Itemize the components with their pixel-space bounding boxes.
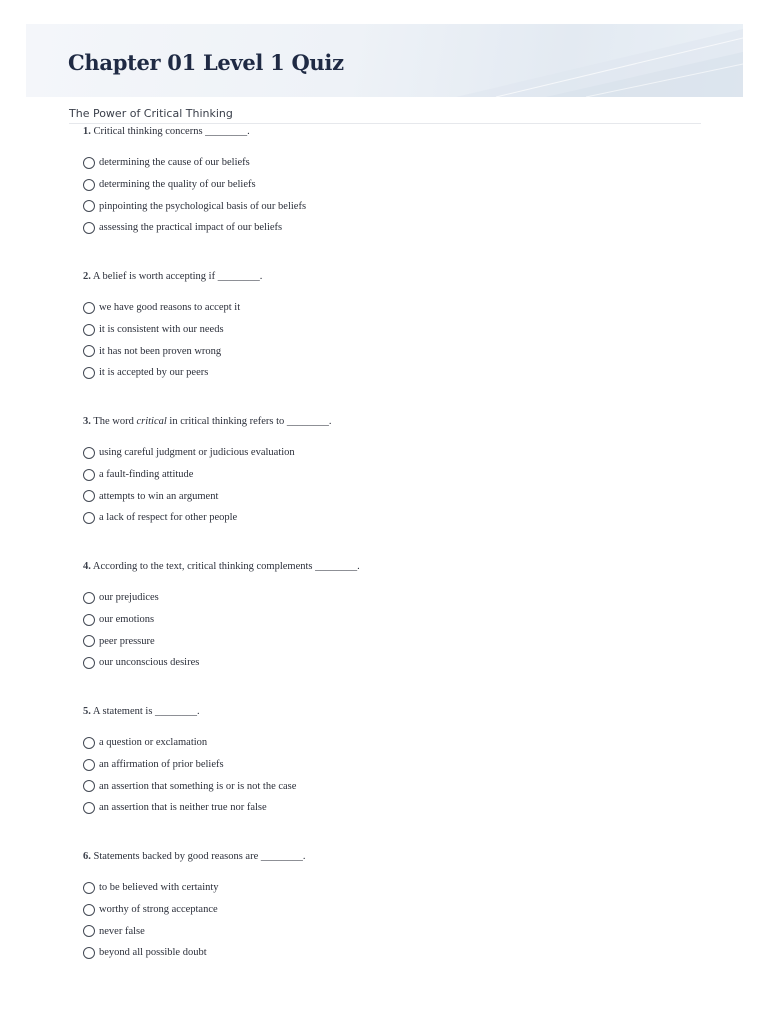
radio-button[interactable] bbox=[83, 947, 95, 959]
radio-button[interactable] bbox=[83, 780, 95, 792]
option-label: an assertion that something is or is not the case bbox=[99, 780, 297, 792]
answer-option[interactable] bbox=[83, 797, 703, 819]
radio-button[interactable] bbox=[83, 490, 95, 502]
quiz-subtitle: The Power of Critical Thinking bbox=[69, 107, 233, 120]
question-number: 4. bbox=[83, 561, 91, 572]
answer-option[interactable] bbox=[83, 217, 703, 239]
radio-button[interactable] bbox=[83, 345, 95, 357]
option-label: worthy of strong acceptance bbox=[99, 904, 218, 916]
radio-button[interactable] bbox=[83, 200, 95, 212]
answer-option[interactable] bbox=[83, 507, 703, 529]
radio-button[interactable] bbox=[83, 447, 95, 459]
question-stem: 2. A belief is worth accepting if ________. bbox=[83, 271, 263, 282]
answer-option[interactable] bbox=[83, 942, 703, 964]
question-2 bbox=[83, 270, 703, 415]
option-label: never false bbox=[99, 925, 145, 937]
question-1 bbox=[83, 125, 703, 270]
option-label: our emotions bbox=[99, 614, 155, 626]
option-label: attempts to win an argument bbox=[99, 490, 219, 502]
radio-button[interactable] bbox=[83, 737, 95, 749]
question-number: 5. bbox=[83, 706, 91, 717]
radio-button[interactable] bbox=[83, 367, 95, 379]
radio-button[interactable] bbox=[83, 657, 95, 669]
question-number: 2. bbox=[83, 271, 91, 282]
question-number: 6. bbox=[83, 851, 91, 862]
radio-button[interactable] bbox=[83, 904, 95, 916]
radio-button[interactable] bbox=[83, 179, 95, 191]
answer-option[interactable] bbox=[83, 152, 703, 174]
radio-button[interactable] bbox=[83, 592, 95, 604]
answer-option[interactable] bbox=[83, 652, 703, 674]
option-label: our prejudices bbox=[99, 592, 159, 604]
option-label: an assertion that is neither true nor false bbox=[99, 802, 267, 814]
answer-option[interactable] bbox=[83, 174, 703, 196]
radio-button[interactable] bbox=[83, 635, 95, 647]
answer-option[interactable] bbox=[83, 297, 703, 319]
answer-option[interactable] bbox=[83, 464, 703, 486]
radio-button[interactable] bbox=[83, 157, 95, 169]
answer-option[interactable] bbox=[83, 609, 703, 631]
question-stem: 3. The word critical in critical thinking refers to ________. bbox=[83, 416, 332, 427]
question-stem: 5. A statement is ________. bbox=[83, 706, 200, 717]
radio-button[interactable] bbox=[83, 469, 95, 481]
radio-button[interactable] bbox=[83, 925, 95, 937]
question-number: 3. bbox=[83, 416, 91, 427]
option-label: determining the cause of our beliefs bbox=[99, 157, 250, 169]
question-3 bbox=[83, 415, 703, 560]
question-6 bbox=[83, 850, 703, 995]
option-label: we have good reasons to accept it bbox=[99, 302, 241, 314]
radio-button[interactable] bbox=[83, 512, 95, 524]
option-label: a fault-finding attitude bbox=[99, 469, 194, 481]
answer-option[interactable] bbox=[83, 362, 703, 384]
option-label: a lack of respect for other people bbox=[99, 512, 238, 524]
question-5 bbox=[83, 705, 703, 850]
answer-option[interactable] bbox=[83, 630, 703, 652]
option-label: it has not been proven wrong bbox=[99, 345, 222, 357]
option-label: peer pressure bbox=[99, 635, 155, 647]
radio-button[interactable] bbox=[83, 802, 95, 814]
emphasis-word: critical bbox=[136, 416, 167, 427]
radio-button[interactable] bbox=[83, 882, 95, 894]
option-label: an affirmation of prior beliefs bbox=[99, 759, 224, 771]
answer-option[interactable] bbox=[83, 732, 703, 754]
radio-button[interactable] bbox=[83, 324, 95, 336]
radio-button[interactable] bbox=[83, 222, 95, 234]
divider bbox=[69, 123, 701, 124]
answer-option[interactable] bbox=[83, 899, 703, 921]
question-number: 1. bbox=[83, 126, 91, 137]
option-label: determining the quality of our beliefs bbox=[99, 179, 256, 191]
option-label: to be believed with certainty bbox=[99, 882, 219, 894]
page-title: Chapter 01 Level 1 Quiz bbox=[68, 50, 344, 75]
question-stem: 1. Critical thinking concerns ________. bbox=[83, 126, 250, 137]
radio-button[interactable] bbox=[83, 302, 95, 314]
answer-option[interactable] bbox=[83, 195, 703, 217]
answer-option[interactable] bbox=[83, 877, 703, 899]
question-4 bbox=[83, 560, 703, 705]
option-label: a question or exclamation bbox=[99, 737, 208, 749]
answer-option[interactable] bbox=[83, 442, 703, 464]
answer-option[interactable] bbox=[83, 754, 703, 776]
answer-option[interactable] bbox=[83, 587, 703, 609]
option-label: using careful judgment or judicious evaluation bbox=[99, 447, 295, 459]
question-stem: 4. According to the text, critical thinking complements ________. bbox=[83, 561, 360, 572]
option-label: beyond all possible doubt bbox=[99, 947, 207, 959]
radio-button[interactable] bbox=[83, 759, 95, 771]
answer-option[interactable] bbox=[83, 775, 703, 797]
option-label: it is accepted by our peers bbox=[99, 367, 209, 379]
option-label: it is consistent with our needs bbox=[99, 324, 224, 336]
answer-option[interactable] bbox=[83, 920, 703, 942]
option-label: our unconscious desires bbox=[99, 657, 200, 669]
answer-option[interactable] bbox=[83, 340, 703, 362]
option-label: assessing the practical impact of our beliefs bbox=[99, 222, 283, 234]
answer-option[interactable] bbox=[83, 319, 703, 341]
radio-button[interactable] bbox=[83, 614, 95, 626]
answer-option[interactable] bbox=[83, 485, 703, 507]
header-banner bbox=[26, 24, 743, 97]
question-list bbox=[83, 125, 703, 995]
question-stem: 6. Statements backed by good reasons are ________. bbox=[83, 851, 306, 862]
option-label: pinpointing the psychological basis of our beliefs bbox=[99, 200, 307, 212]
